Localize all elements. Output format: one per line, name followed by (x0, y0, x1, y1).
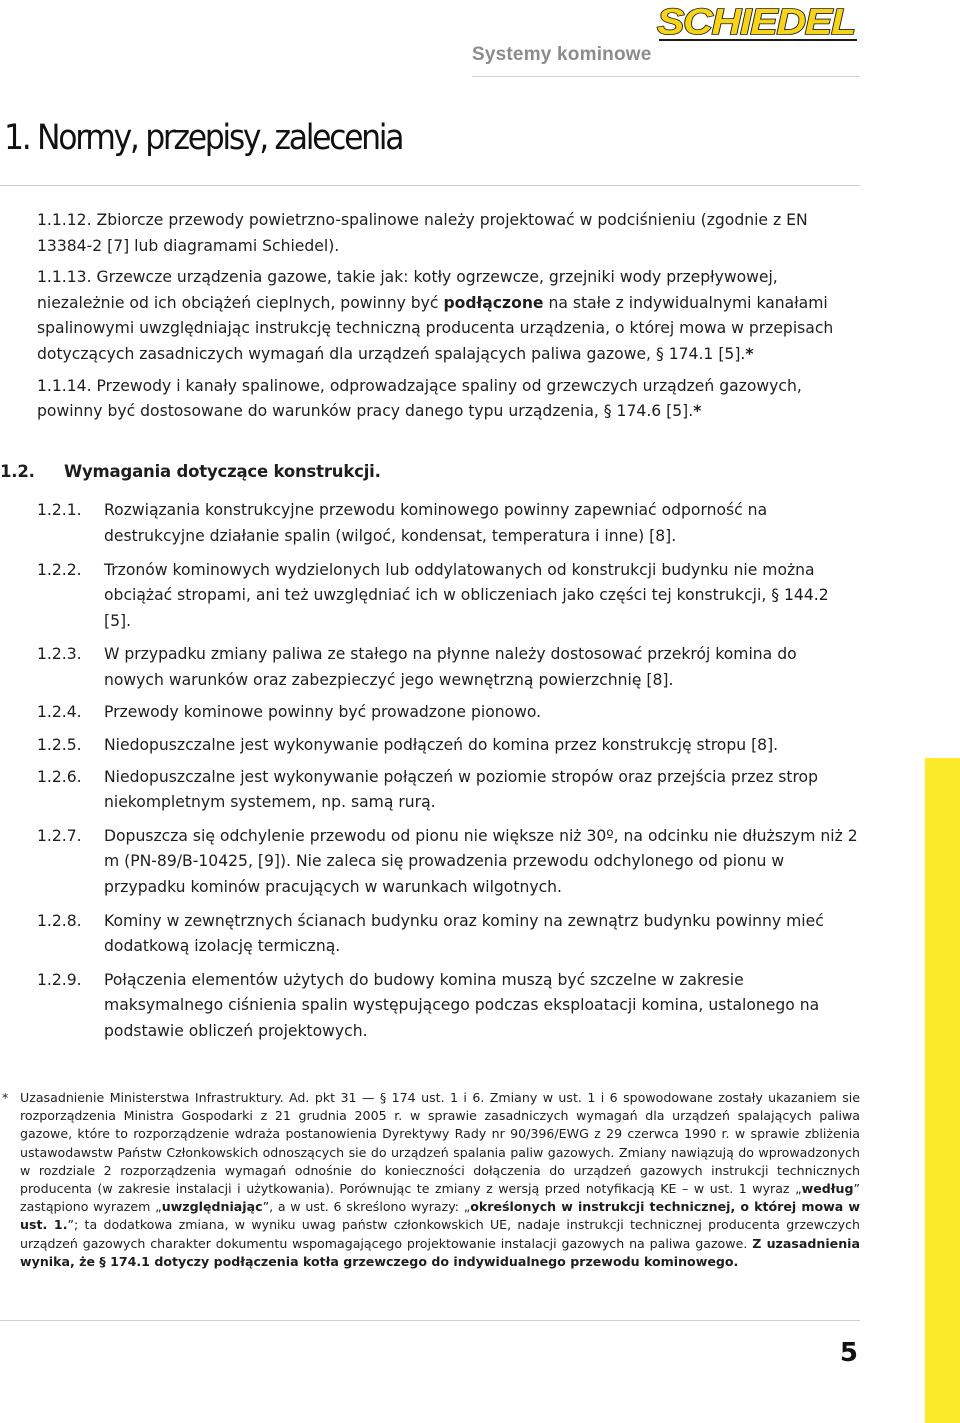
item-text: Niedopuszczalne jest wykonywanie podłączeń do komina przez konstrukcję stropu [8]. (104, 736, 779, 755)
footnote-conclusion: Z uzasadnienia wynika, że § 174.1 dotyczy podłączenia kotła grzewczego do indywidualnego przewodu kominowego. (20, 1235, 860, 1269)
item-number: 1.2.4. (37, 702, 82, 721)
item-number: 1.2.5. (37, 736, 82, 755)
section-heading-text: Wymagania dotyczące konstrukcji. (64, 461, 381, 481)
title-divider (0, 185, 860, 186)
item-number: 1.2.9. (37, 970, 82, 989)
item-text: Niedopuszczalne jest wykonywanie połączeń w poziomie stropów oraz przejścia przez strop niekompletnym systemem, np. samą rurą. (104, 767, 818, 812)
schiedel-logo (653, 2, 859, 42)
footnote (0, 1089, 860, 1271)
logo-wordmark (653, 2, 859, 42)
list-item-1-2-9 (0, 968, 860, 1045)
footnote-text: Uzasadnienie Ministerstwa Infrastruktury. Ad. pkt 31 — § 174 ust. 1 i 6. Zmiany w ust. 1 i 6 spowodowane zostały ukazaniem sie rozporządzenia Ministra Gospodarki z 21 grudnia 2005 r. w sprawie zasadniczych wymagań dla urządzeń spalających paliwa gazowe, które to rozporządzenie wdraża postanowienia Dyrektywy Rady nr 90/396/EWG z 29 czerwca 1990 r. w sprawie zbliżenia ustawodawstw Państw Członkowskich odnoszących sie do urządzeń spalania paliw gazowych. Zmiany nawiązują do wprowadzonych w rozdziale 2 rozporządzenia wymagań odnośnie do konieczności dołączenia do urządzeń gazowych instrukcji technicznych producenta (w zakresie instalacji i użytkowania). Porównując te zmiany z wersją przed notyfikacją KE – w ust. 1 wyraz „ (20, 1090, 860, 1197)
header-divider (472, 76, 860, 77)
list-item-1-2-3 (0, 642, 860, 693)
footnote-text: ”; ta dodatkowa zmiana, w wyniku uwag państw członkowskich UE, nadaje instrukcji technicznej producenta grzewczych urządzeń gazowych charakter dokumentu wspomagającego projektowanie instalacji gazowych na paliwa gazowe. (20, 1217, 860, 1251)
section-heading-1-2 (0, 459, 860, 485)
paragraph-text-cont: na stałe z indywidualnymi kanałami spalinowymi uwzględniając instrukcję techniczną producenta urządzenia, o której mowa w przepisach dotyczących zasadniczych wymagań dla urządzeń spalających paliwa gazowe, § 174.1 [5]. (37, 293, 834, 363)
item-text: Przewody kominowe powinny być prowadzone pionowo. (104, 702, 542, 721)
item-text: Dopuszcza się odchylenie przewodu od pionu nie większe niż 30º, na odcinku nie dłuższym niż 2 m (PN-89/B-10425, [9]). Nie zaleca się prowadzenia przewodu odchylonego od pionu w przypadku kominów pracujących w warunkach wilgotnych. (104, 826, 858, 897)
list-item-1-2-6 (0, 765, 860, 816)
side-accent-bar (925, 758, 960, 1423)
main-content (0, 208, 860, 1053)
list-item-1-2-4 (0, 700, 860, 726)
item-number: 1.2.6. (37, 767, 82, 786)
item-number: 1.2.2. (37, 560, 82, 579)
item-number: 1.2.1. (37, 501, 82, 520)
item-number: 1.2.3. (37, 645, 82, 664)
section-number: 1.2. (0, 461, 35, 481)
footnote-mark: * (693, 402, 702, 421)
paragraph-1-1-13 (0, 265, 860, 367)
footnote-text: ”, a w ust. 6 skreślono wyrazy: „ (262, 1199, 471, 1215)
footnote-star: * (2, 1090, 9, 1105)
paragraph-number: 1.1.12. (37, 211, 92, 229)
item-text: Rozwiązania konstrukcyjne przewodu kominowego powinny zapewniać odporność na destrukcyjne działanie spalin (wilgoć, kondensat, temperatura i inne) [8]. (104, 501, 768, 545)
footnote-mark: * (745, 344, 754, 363)
footnote-body (0, 1089, 860, 1271)
list-item-1-2-2 (0, 558, 860, 635)
footnote-text: ” zastąpiono wyrazem „ (20, 1181, 860, 1215)
item-text: W przypadku zmiany paliwa ze stałego na płynne należy dostosować przekrój komina do nowych warunków oraz zabezpieczyć jego wewnętrzną powierzchnię [8]. (104, 645, 797, 689)
paragraph-1-1-14 (0, 374, 860, 425)
footnote-emphasis: uwzględniając (161, 1199, 263, 1215)
paragraph-1-1-12 (0, 208, 860, 259)
item-text: Kominy w zewnętrznych ścianach budynku oraz kominy na zewnątrz budynku powinny mieć dodatkową izolację termiczną. (104, 911, 824, 956)
chapter-title: 1. Normy, przepisy, zalecenia (4, 118, 403, 158)
paragraph-number: 1.1.14. (37, 376, 92, 395)
list-item-1-2-7 (0, 824, 860, 901)
page-number: 5 (839, 1338, 858, 1368)
list-item-1-2-1 (0, 498, 860, 549)
list-item-1-2-5 (0, 733, 860, 759)
logo-wordmark-text: SCHIEDEL (657, 2, 855, 42)
paragraph-text: Zbiorcze przewody powietrzno-spalinowe należy projektować w podciśnieniu (zgodnie z EN 13384-2 [7] lub diagramami Schiedel). (37, 211, 808, 255)
footnote-emphasis: określonych w instrukcji technicznej, o której mowa w ust. 1. (20, 1199, 860, 1233)
item-number: 1.2.7. (37, 826, 82, 845)
item-text: Trzonów kominowych wydzielonych lub oddylatowanych od konstrukcji budynku nie można obciążać stropami, ani też uwzględniać ich w obliczeniach jako części tej konstrukcji, § 144.2 [5]. (104, 560, 829, 630)
list-item-1-2-8 (0, 909, 860, 960)
paragraph-text: Grzewcze urządzenia gazowe, takie jak: kotły ogrzewcze, grzejniki wody przepływowej, niezależnie od ich obciążeń cieplnych, powinny być (37, 268, 778, 312)
item-number: 1.2.8. (37, 911, 82, 930)
emphasis-text: podłączone (443, 293, 544, 312)
paragraph-text: Przewody i kanały spalinowe, odprowadzające spaliny od grzewczych urządzeń gazowych, powinny być dostosowane do warunków pracy danego typu urządzenia, § 174.6 [5]. (37, 376, 802, 421)
company-tagline: Systemy kominowe (472, 44, 652, 65)
paragraph-number: 1.1.13. (37, 268, 92, 287)
footer-divider (0, 1320, 860, 1321)
item-text: Połączenia elementów użytych do budowy komina muszą być szczelne w zakresie maksymalnego ciśnienia spalin występującego podczas eksploatacji komina, ustalonego na podstawie obliczeń projektowych. (104, 970, 820, 1041)
footnote-emphasis: według (801, 1181, 854, 1197)
